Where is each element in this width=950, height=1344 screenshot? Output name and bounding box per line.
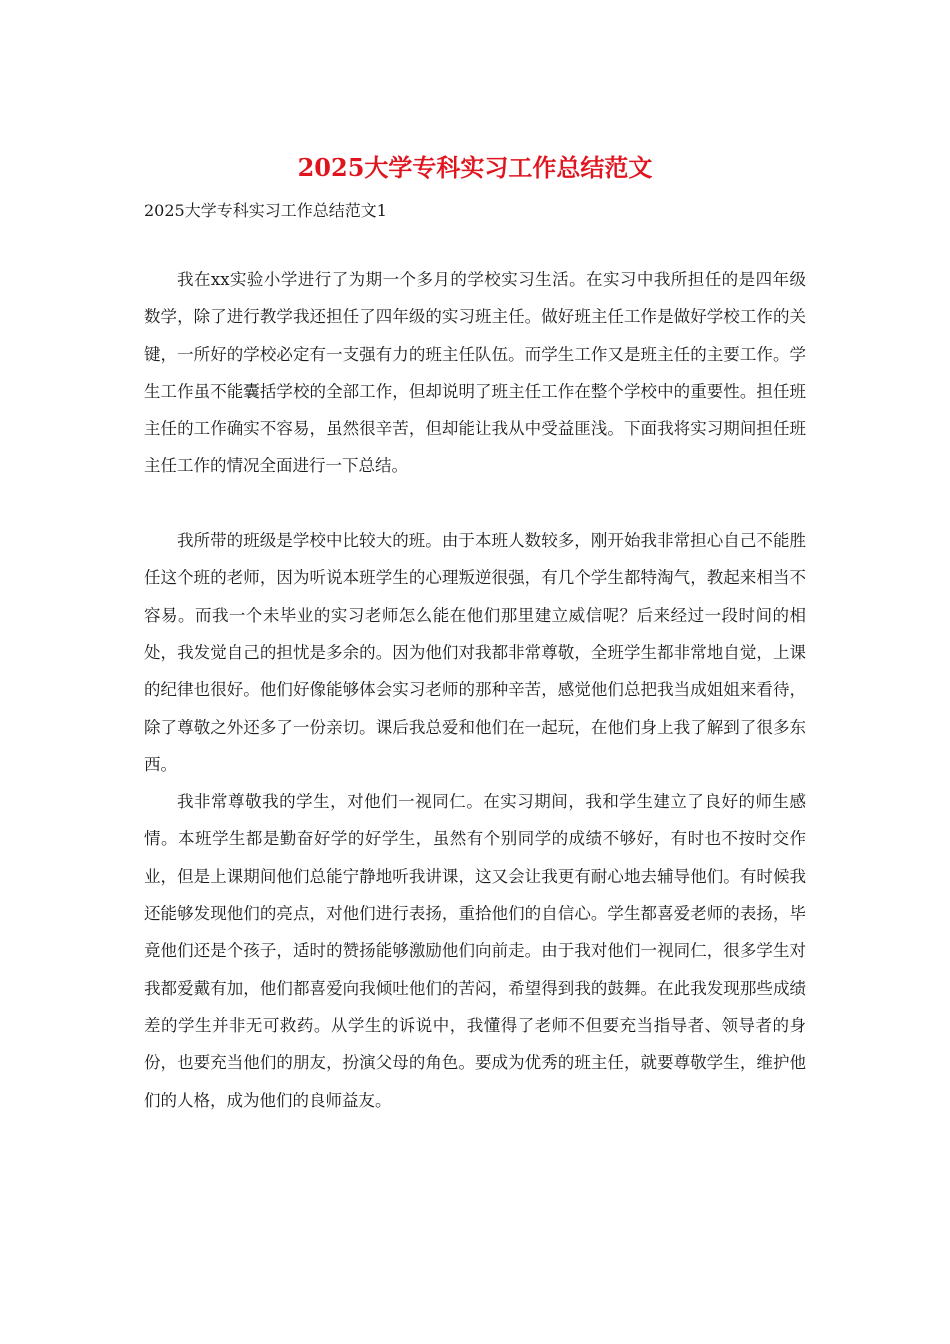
paragraph-3: 我非常尊敬我的学生，对他们一视同仁。在实习期间，我和学生建立了良好的师生感情。本班学生都是勤奋好学的好学生，虽然有个别同学的成绩不够好，有时也不按时交作业，但是上课期间他们总能宁静地听我讲课，这又会让我更有耐心地去辅导他们。有时候我还能够发现他们的亮点，对他们进行表扬，重拾他们的自信心。学生都喜爱老师的表扬，毕竟他们还是个孩子，适时的赞扬能够激励他们向前走。由于我对他们一视同仁，很多学生对我都爱戴有加，他们都喜爱向我倾吐他们的苦闷，希望得到我的鼓舞。在此我发现那些成绩差的学生并非无可救药。从学生的诉说中，我懂得了老师不但要充当指导者、领导者的身份，也要充当他们的朋友，扮演父母的角色。要成为优秀的班主任，就要尊敬学生，维护他们的人格，成为他们的良师益友。 [144, 792, 806, 1110]
document-subtitle: 2025大学专科实习工作总结范文1 [144, 201, 387, 220]
paragraph-2: 我所带的班级是学校中比较大的班。由于本班人数较多，刚开始我非常担心自己不能胜任这个班的老师，因为听说本班学生的心理叛逆很强，有几个学生都特淘气，教起来相当不容易。而我一个未毕业的实习老师怎么能在他们那里建立威信呢？后来经过一段时间的相处，我发觉自己的担忧是多余的。因为他们对我都非常尊敬，全班学生都非常地自觉，上课的纪律也很好。他们好像能够体会实习老师的那种辛苦，感觉他们总把我当成姐姐来看待，除了尊敬之外还多了一份亲切。课后我总爱和他们在一起玩，在他们身上我了解到了很多东西。 [144, 531, 806, 774]
document-title: 2025大学专科实习工作总结范文 [297, 153, 653, 182]
paragraph-1: 我在xx实验小学进行了为期一个多月的学校实习生活。在实习中我所担任的是四年级数学，除了进行教学我还担任了四年级的实习班主任。做好班主任工作是做好学校工作的关键，一所好的学校必定有一支强有力的班主任队伍。而学生工作又是班主任的主要工作。学生工作虽不能囊括学校的全部工作，但却说明了班主任工作在整个学校中的重要性。担任班主任的工作确实不容易，虽然很辛苦，但却能让我从中受益匪浅。下面我将实习期间担任班主任工作的情况全面进行一下总结。 [144, 270, 806, 476]
document-body [144, 261, 806, 1119]
